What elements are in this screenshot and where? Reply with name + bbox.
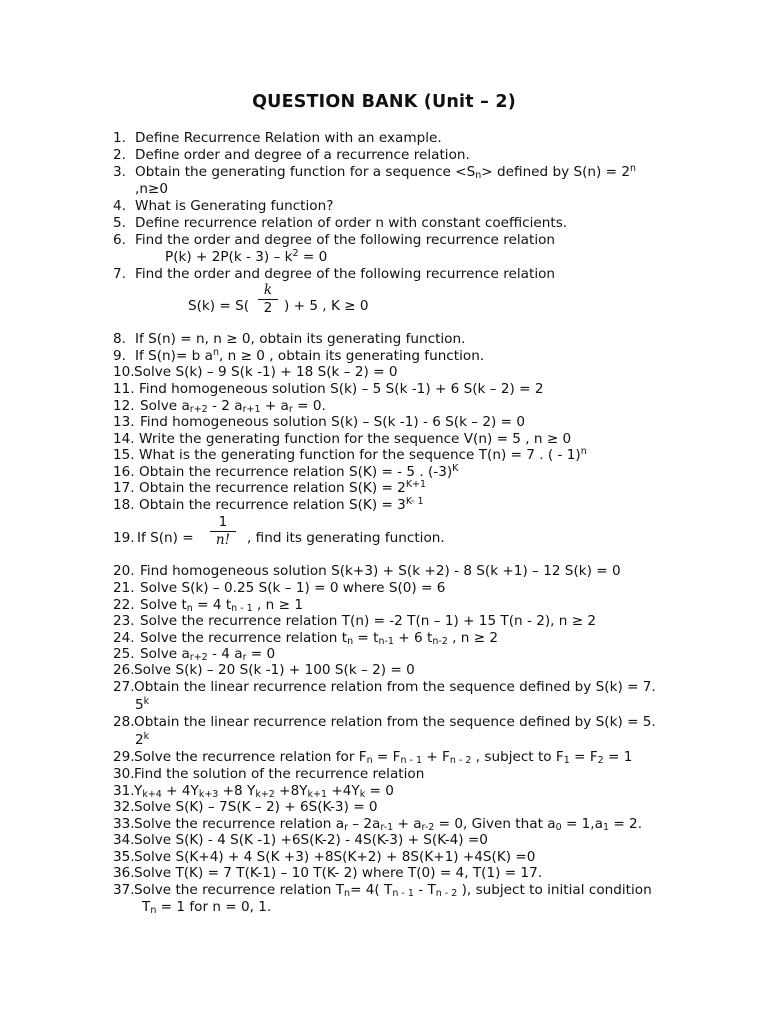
question-text: $Y_{k+4} + 4Y_{k+3} +8$ $Y_{k+2} +8Y_{k+1} +4Y_k = 0$ bbox=[134, 783, 394, 800]
question-continuation: $T_n = 1$ for n = 0, 1. bbox=[142, 899, 272, 916]
question-text: If S(n) = bbox=[137, 530, 194, 546]
fraction-denominator: 2 bbox=[263, 300, 273, 316]
question-number: 35. bbox=[113, 849, 135, 865]
question-text: Obtain the linear recurrence relation from the sequence defined by S(k) = 5. bbox=[134, 714, 656, 730]
question-text: If S(n) = n, n ≥ 0, obtain its generating function. bbox=[135, 331, 466, 347]
question-text: Solve S(K+4) + 4 S(K +3) +8S(K+2) + 8S(K+1) +4S(K) =0 bbox=[134, 849, 536, 865]
question-continuation: ,n≥0 bbox=[135, 181, 168, 197]
question-text: Solve S(k) – 0.25 S(k – 1) = 0 where S(0) = 6 bbox=[140, 580, 446, 596]
question-number: 26. bbox=[113, 662, 135, 678]
question-text: What is Generating function? bbox=[135, 198, 334, 214]
question-text: Solve the recurrence relation for $F_n = F_{n - 1} + F_{n - 2}$ , subject to $F_1 = F_2 = 1$ bbox=[134, 749, 633, 766]
question-text: Find the solution of the recurrence relation bbox=[134, 766, 425, 782]
equation: $P(k) + 2P(k - 3) - k^2 = 0$ bbox=[165, 248, 328, 265]
equation-lhs: S(k) = S( bbox=[188, 298, 250, 314]
question-number: 33. bbox=[113, 816, 135, 832]
question-text: Solve $t_n = 4$ $t_{n - 1}$ , n ≥ 1 bbox=[140, 597, 303, 614]
question-number: 11. bbox=[113, 381, 135, 397]
page-title: QUESTION BANK (Unit – 2) bbox=[252, 92, 516, 112]
question-number: 17. bbox=[113, 480, 135, 496]
question-text: Find homogeneous solution S(k) – S(k -1) - 6 S(k – 2) = 0 bbox=[140, 414, 526, 430]
question-text: Obtain the linear recurrence relation from the sequence defined by S(k) = 7. bbox=[134, 679, 656, 695]
question-text: Find the order and degree of the following recurrence relation bbox=[135, 266, 556, 282]
question-number: 6. bbox=[113, 232, 126, 248]
question-text: Obtain the recurrence relation $S(K) = 3^{K- 1}$ bbox=[139, 496, 424, 513]
question-text: Define recurrence relation of order n with constant coefficients. bbox=[135, 215, 568, 231]
question-number: 20. bbox=[113, 563, 135, 579]
question-number: 23. bbox=[113, 613, 135, 629]
question-continuation: 2$^k$ bbox=[135, 731, 150, 748]
question-text-tail: , find its generating function. bbox=[247, 530, 445, 546]
question-number: 37. bbox=[113, 882, 135, 898]
question-text: Solve $a_{r+2} - 2$ $a_{r+1} + a_r = 0$. bbox=[140, 398, 326, 415]
question-number: 12. bbox=[113, 398, 135, 414]
question-number: 14. bbox=[113, 431, 135, 447]
question-number: 22. bbox=[113, 597, 135, 613]
question-number: 9. bbox=[113, 348, 126, 364]
question-text: Find homogeneous solution S(k+3) + S(k +2) - 8 S(k +1) – 12 S(k) = 0 bbox=[140, 563, 621, 579]
question-number: 18. bbox=[113, 497, 135, 513]
question-text: Solve S(K) - 4 S(K -1) +6S(K-2) - 4S(K-3) + S(K-4) =0 bbox=[134, 832, 488, 848]
question-continuation: 5$^k$ bbox=[135, 696, 150, 713]
question-text: Solve the recurrence relation $a_r - 2a_{r-1} + a_{r-2} = 0$, Given that $a_0 = 1,a_1 = 2$. bbox=[134, 816, 643, 833]
question-number: 13. bbox=[113, 414, 135, 430]
question-text: Write the generating function for the sequence V(n) = 5 , n ≥ 0 bbox=[139, 431, 572, 447]
question-text: Find homogeneous solution S(k) – 5 S(k -1) + 6 S(k – 2) = 2 bbox=[139, 381, 544, 397]
question-text: Obtain the recurrence relation S(K) = - 5 . $(-3)^K$ bbox=[139, 463, 459, 480]
question-number: 1. bbox=[113, 130, 126, 146]
question-text: Solve the recurrence relation T(n) = -2 T(n – 1) + 15 T(n - 2), n ≥ 2 bbox=[140, 613, 597, 629]
question-text: Obtain the recurrence relation $S(K) = 2^{K+1}$ bbox=[139, 479, 427, 496]
question-number: 7. bbox=[113, 266, 126, 282]
question-number: 32. bbox=[113, 799, 135, 815]
question-number: 36. bbox=[113, 865, 135, 881]
question-number: 8. bbox=[113, 331, 126, 347]
question-number: 19. bbox=[113, 530, 135, 546]
question-number: 28. bbox=[113, 714, 135, 730]
question-text: Define Recurrence Relation with an example. bbox=[135, 130, 442, 146]
question-text: Solve S(k) – 20 S(k -1) + 100 S(k – 2) = 0 bbox=[134, 662, 415, 678]
question-number: 3. bbox=[113, 164, 126, 180]
question-number: 25. bbox=[113, 646, 135, 662]
question-text: What is the generating function for the sequence T(n) = 7 . ( - 1)$^n$ bbox=[139, 446, 587, 463]
question-number: 31. bbox=[113, 783, 135, 799]
question-number: 27. bbox=[113, 679, 135, 695]
question-text: Solve T(K) = 7 T(K-1) – 10 T(K- 2) where T(0) = 4, T(1) = 17. bbox=[134, 865, 543, 881]
question-number: 16. bbox=[113, 464, 135, 480]
question-text: Solve the recurrence relation $T_n= 4$( $T_{n - 1} - T_{n - 2}$ ), subject to initial condition bbox=[134, 882, 652, 899]
question-text: Obtain the generating function for a sequence $<S_n>$ defined by $S(n) = 2^n$ bbox=[135, 163, 637, 181]
fraction-denominator: n! bbox=[215, 532, 231, 548]
question-number: 24. bbox=[113, 630, 135, 646]
question-number: 29. bbox=[113, 749, 135, 765]
question-text: Solve S(k) – 9 S(k -1) + 18 S(k – 2) = 0 bbox=[134, 364, 398, 380]
question-number: 15. bbox=[113, 447, 135, 463]
fraction-numerator: k bbox=[263, 282, 273, 298]
question-text: Find the order and degree of the following recurrence relation bbox=[135, 232, 556, 248]
fraction-numerator: 1 bbox=[218, 514, 228, 530]
question-text: Define order and degree of a recurrence relation. bbox=[135, 147, 470, 163]
equation-rhs: ) + 5 , K ≥ 0 bbox=[284, 298, 369, 314]
question-number: 34. bbox=[113, 832, 135, 848]
question-number: 30. bbox=[113, 766, 135, 782]
question-number: 2. bbox=[113, 147, 126, 163]
question-number: 4. bbox=[113, 198, 126, 214]
question-text: If S(n)= b $a^n$, n ≥ 0 , obtain its generating function. bbox=[135, 347, 485, 364]
fraction bbox=[258, 282, 278, 317]
question-number: 5. bbox=[113, 215, 126, 231]
question-text: Solve S(K) – 7S(K – 2) + 6S(K-3) = 0 bbox=[134, 799, 378, 815]
question-text: Solve $a_{r+2} - 4$ $a_r = 0$ bbox=[140, 646, 276, 663]
question-number: 10. bbox=[113, 364, 135, 380]
question-number: 21. bbox=[113, 580, 135, 596]
question-text: Solve the recurrence relation $t_n = t_{n-1} + 6$ $t_{n-2}$ , n ≥ 2 bbox=[140, 630, 499, 647]
fraction bbox=[210, 514, 236, 549]
